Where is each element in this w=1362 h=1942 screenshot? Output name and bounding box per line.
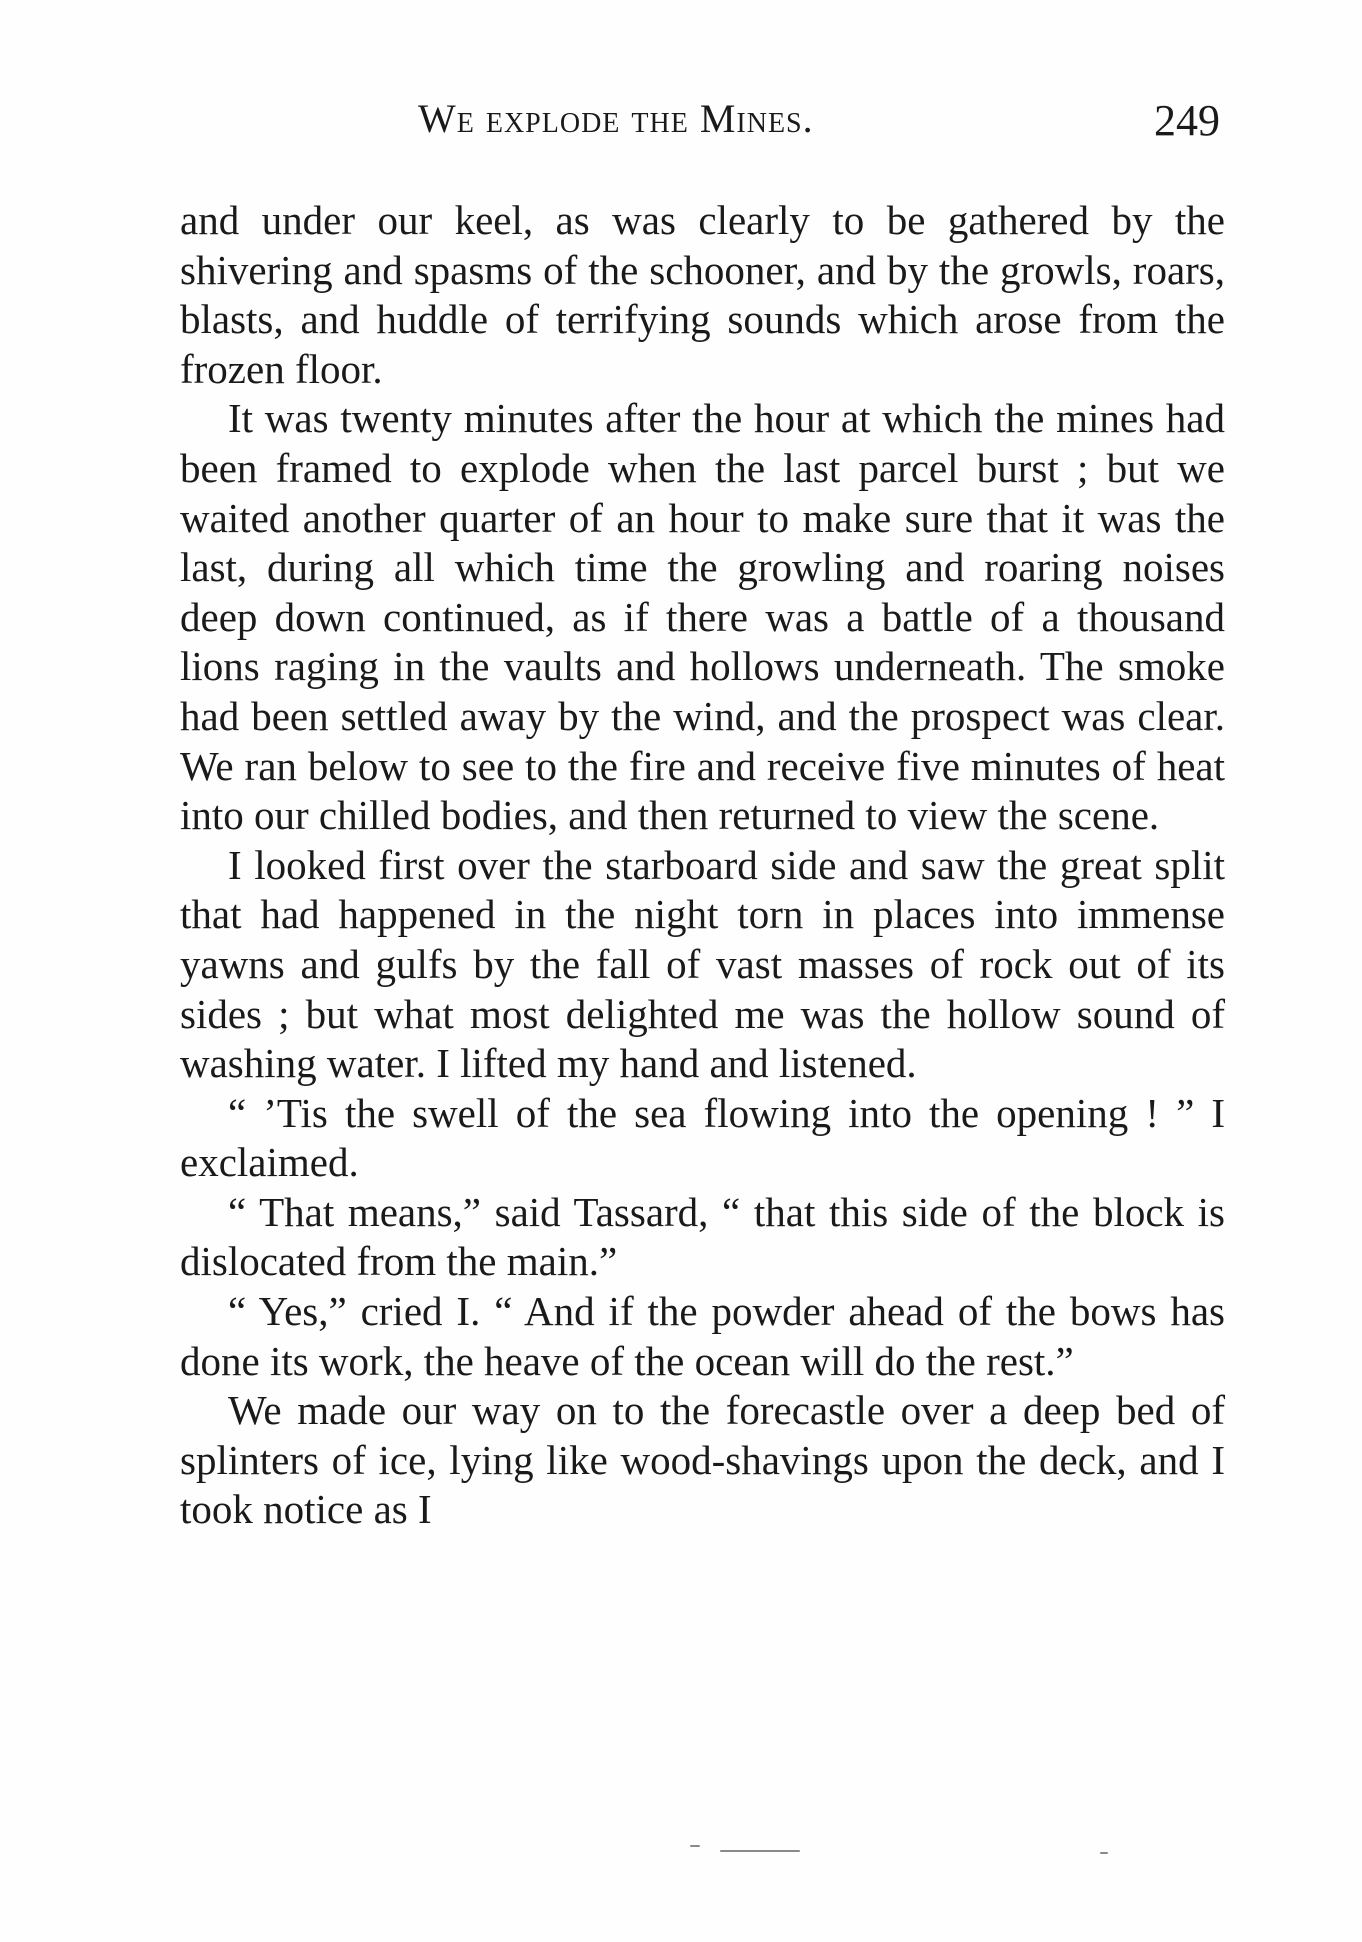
running-head: [180, 95, 1230, 155]
print-speck: [690, 1845, 700, 1847]
paragraph: “ That means,” said Tassard, “ that this side of the block is dislocated from the main.”: [180, 1188, 1225, 1285]
paragraph: and under our keel, as was clearly to be gathered by the shivering and spasms of the schooner, and by the growls, roars, blasts, and huddle of terrifying sounds which arose from the frozen floor.: [180, 197, 1225, 392]
body-text: [180, 196, 1225, 1535]
paragraph: I looked first over the starboard side and saw the great split that had happened in the night torn in places into immense yawns and gulfs by the fall of vast masses of rock out of its sides ; but what most delighted me was the hollow sound of washing water. I lifted my hand and listened.: [180, 841, 1225, 1087]
page-number: 249: [1154, 96, 1220, 145]
print-speck: [720, 1850, 800, 1852]
paragraph: “ ’Tis the swell of the sea flowing into the opening ! ” I exclaimed.: [180, 1089, 1225, 1186]
paragraph: “ Yes,” cried I. “ And if the powder ahead of the bows has done its work, the heave of the ocean will do the rest.”: [180, 1288, 1225, 1384]
running-title: We explode the Mines.: [418, 96, 814, 141]
paragraph: It was twenty minutes after the hour at which the mines had been framed to explode when the last parcel burst ; but we waited another quarter of an hour to make sure that it was the last, during all which time the growling and roaring noises deep down continued, as if there was a battle of a thousand lions raging in the vaults and hollows underneath. The smoke had been settled away by the wind, and the prospect was clear. We ran below to see to the fire and receive five minutes of heat into our chilled bodies, and then returned to view the scene.: [180, 395, 1225, 839]
paragraph: We made our way on to the forecastle over a deep bed of splinters of ice, lying like wood-shavings upon the deck, and I took notice as I: [180, 1387, 1225, 1533]
print-speck: [1100, 1852, 1108, 1854]
